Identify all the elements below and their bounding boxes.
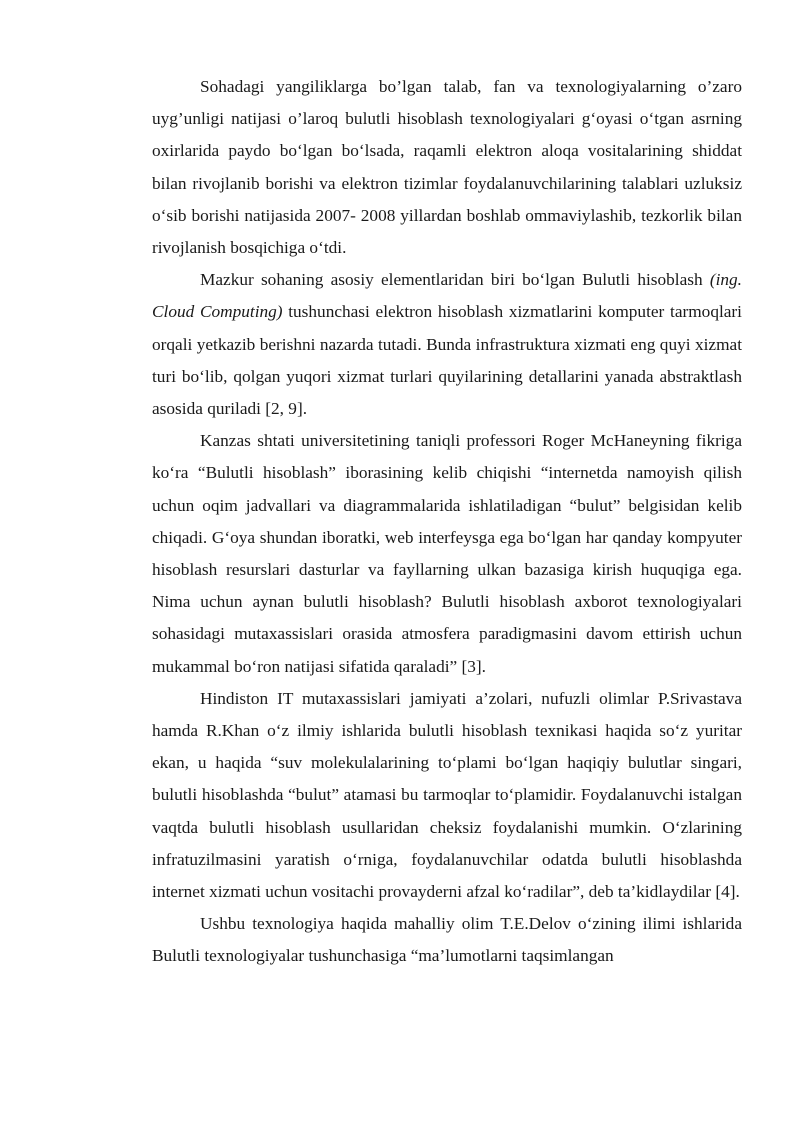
paragraph-2-text-start: Mazkur sohaning asosiy elementlaridan biri bo‘lgan Bulutli hisoblash [200,270,710,290]
document-body [152,71,742,973]
paragraph-5-text: Ushbu texnologiya haqida mahalliy olim T.E.Delov o‘zining ilimi ishlarida Bulutli texnologiyalar tushunchasiga “ma’lumotlarni taqsimlangan [152,914,742,966]
paragraph-4 [152,683,742,908]
cloud-computing-term: (ing. Cloud Computing) [152,270,742,322]
paragraph-3-text: Kanzas shtati universitetining taniqli professori Roger McHaneyning fikriga ko‘ra “Bulutli hisoblash” iborasining kelib chiqishi “internetda namoyish qilish uchun oqim jadvallari va diagrammalarida ishlatiladigan “bulut” belgisidan kelib chiqadi. G‘oya shundan iboratki, web interfeysga ega bo‘lgan har qanday kompyuter hisoblash resurslari dasturlar va fayllarning ulkan bazasiga kirish huquqiga ega. Nima uchun aynan bulutli hisoblash? Bulutli hisoblash axborot texnologiyalari sohasidagi mutaxassislari orasida atmosfera paradigmasini davom ettirish uchun mukammal bo‘ron natijasi sifatida qaraladi” [3]. [152,431,742,676]
paragraph-1-text: Sohadagi yangiliklarga bo’lgan talab, fan va texnologiyalarning o’zaro uyg’unligi natijasi o’laroq bulutli hisoblash texnologiyalari g‘oyasi o‘tgan asrning oxirlarida paydo bo‘lgan bo‘lsada, raqamli elektron aloqa vositalarining shiddat bilan rivojlanib borishi va elektron tizimlar foydalanuvchilarining talablari uzluksiz o‘sib borishi natijasida 2007- 2008 yillardan boshlab ommaviylashib, tezkorlik bilan rivojlanish bosqichiga o‘tdi. [152,77,742,258]
paragraph-3 [152,425,742,683]
paragraph-4-text: Hindiston IT mutaxassislari jamiyati a’zolari, nufuzli olimlar P.Srivastava hamda R.Khan o‘z ilmiy ishlarida bulutli hisoblash texnikasi haqida so‘z yuritar ekan, u haqida “suv molekulalarining to‘plami bo‘lgan haqiqiy bulutlar singari, bulutli hisoblashda “bulut” atamasi bu tarmoqlar to‘plamidir. Foydalanuvchi istalgan vaqtda bulutli hisoblash usullaridan cheksiz foydalanishi mumkin. O‘zlarining infratuzilmasini yaratish o‘rniga, foydalanuvchilar odatda bulutli hisoblashda internet xizmati uchun vositachi provayderni afzal ko‘radilar”, deb ta’kidlaydilar [4]. [152,688,742,902]
paragraph-1 [152,71,742,264]
paragraph-2 [152,264,742,425]
paragraph-2-text-end: tushunchasi elektron hisoblash xizmatlarini komputer tarmoqlari orqali yetkazib berishni nazarda tutadi. Bunda infrastruktura xizmati eng quyi xizmat turi bo‘lib, qolgan yuqori xizmat turlari quyilarining detallarini yanada abstraktlash asosida quriladi [2, 9]. [152,302,742,419]
paragraph-5 [152,908,742,972]
